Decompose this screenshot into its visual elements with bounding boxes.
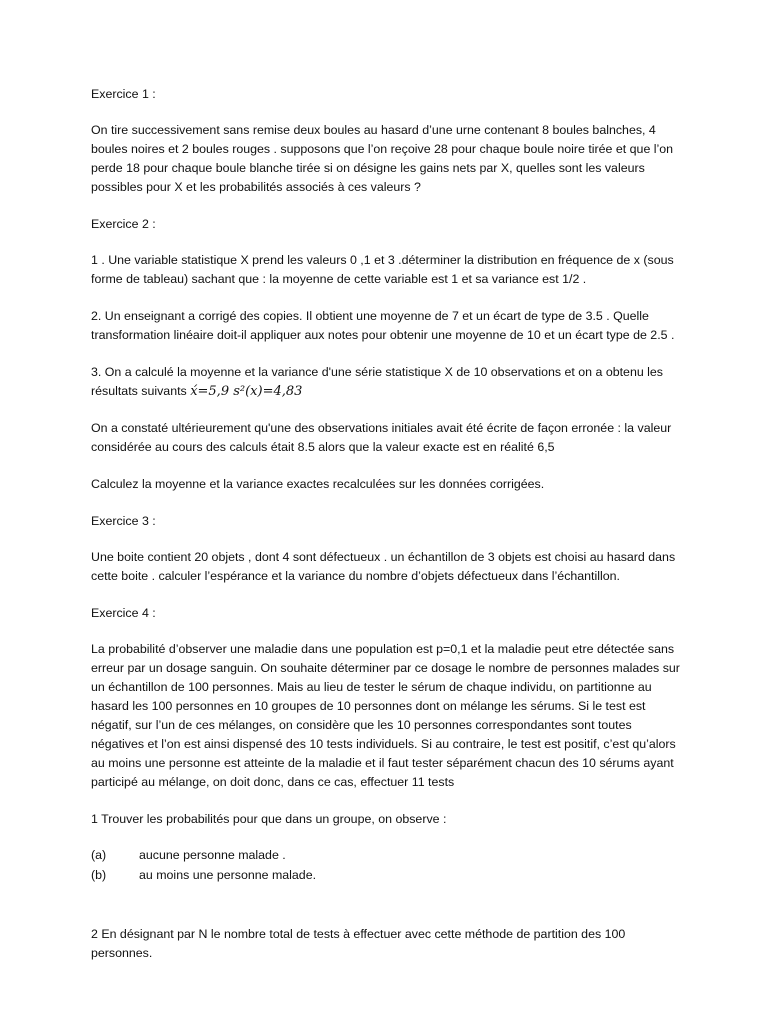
list-item [91, 845, 687, 865]
exercise-3-body: Une boite contient 20 objets , dont 4 sont défectueux . un échantillon de 3 objets est choisi au hasard dans cette boite . calculer l’espérance et la variance du nombre d’objets défectueux dans l’échantillon. [91, 550, 676, 583]
exercise-1-body: On tire successivement sans remise deux boules au hasard d’une urne contenant 8 boules balnches, 4 boules noires et 2 boules rouges . supposons que l’on reçoive 28 pour chaque boule noire tirée et que l’on perde 18 pour chaque boule blanche tirée si on désigne les gains nets par X, quelles sont les valeurs possibles pour X et les probabilités associés à ces valeurs ? [91, 123, 674, 194]
exercise-2-formula: x́=5,9 s²(x)=4,83 [190, 384, 303, 399]
list-item-text: aucune personne malade . [139, 848, 286, 862]
exercise-2-ask: Calculez la moyenne et la variance exactes recalculées sur les données corrigées. [91, 477, 545, 491]
exercise-4-options [91, 845, 687, 885]
exercise-2-title: Exercice 2 : [91, 217, 156, 231]
list-item [91, 865, 687, 885]
exercise-4-question-1: 1 Trouver les probabilités pour que dans un groupe, on observe : [91, 812, 447, 826]
exercise-2-question-1: 1 . Une variable statistique X prend les valeurs 0 ,1 et 3 .déterminer la distribution en fréquence de x (sous forme de tableau) sachant que : la moyenne de cette variable est 1 et sa variance est 1/2 . [91, 253, 674, 286]
list-item-label: (b) [91, 868, 107, 882]
exercise-4-title: Exercice 4 : [91, 606, 156, 620]
list-item-text: au moins une personne malade. [139, 868, 317, 882]
exercise-2-question-3-text: 3. On a calculé la moyenne et la variance d'une série statistique X de 10 observations et on a obtenu les résultats suivants [91, 365, 664, 398]
document-page [91, 85, 687, 981]
exercise-3-title: Exercice 3 : [91, 514, 156, 528]
exercise-2-note: On a constaté ultérieurement qu'une des observations initiales avait été écrite de façon erronée : la valeur considérée au cours des calculs était 8.5 alors que la valeur exacte est en réalité 6,5 [91, 421, 672, 454]
exercise-4-body: La probabilité d’observer une maladie dans une population est p=0,1 et la maladie peut etre détectée sans erreur par un dosage sanguin. On souhaite déterminer par ce dosage le nombre de personnes malades sur un échantillon de 100 personnes. Mais au lieu de tester le sérum de chaque individu, on partitionne au hasard les 100 personnes en 10 groupes de 10 personnes dont on mélange les sérums. Si le test est négatif, sur l’un de ces mélanges, on considère que les 10 personnes correspondantes sont toutes négatives et l’on est ainsi dispensé des 10 tests individuels. Si au contraire, le test est positif, c’est qu’alors au moins une personne est atteinte de la maladie et il faut tester séparément chacun des 10 sérums ayant participé au mélange, on doit donc, dans ce cas, effectuer 11 tests [91, 642, 680, 789]
exercise-2-question-3 [91, 363, 687, 401]
exercise-4-question-2: 2 En désignant par N le nombre total de tests à effectuer avec cette méthode de partition des 100 personnes. [91, 927, 626, 960]
exercise-2-question-2: 2. Un enseignant a corrigé des copies. Il obtient une moyenne de 7 et un écart de type de 3.5 . Quelle transformation linéaire doit-il appliquer aux notes pour obtenir une moyenne de 10 et un écart type de 2.5 . [91, 309, 675, 342]
list-item-label: (a) [91, 848, 107, 862]
exercise-1-title: Exercice 1 : [91, 87, 156, 101]
